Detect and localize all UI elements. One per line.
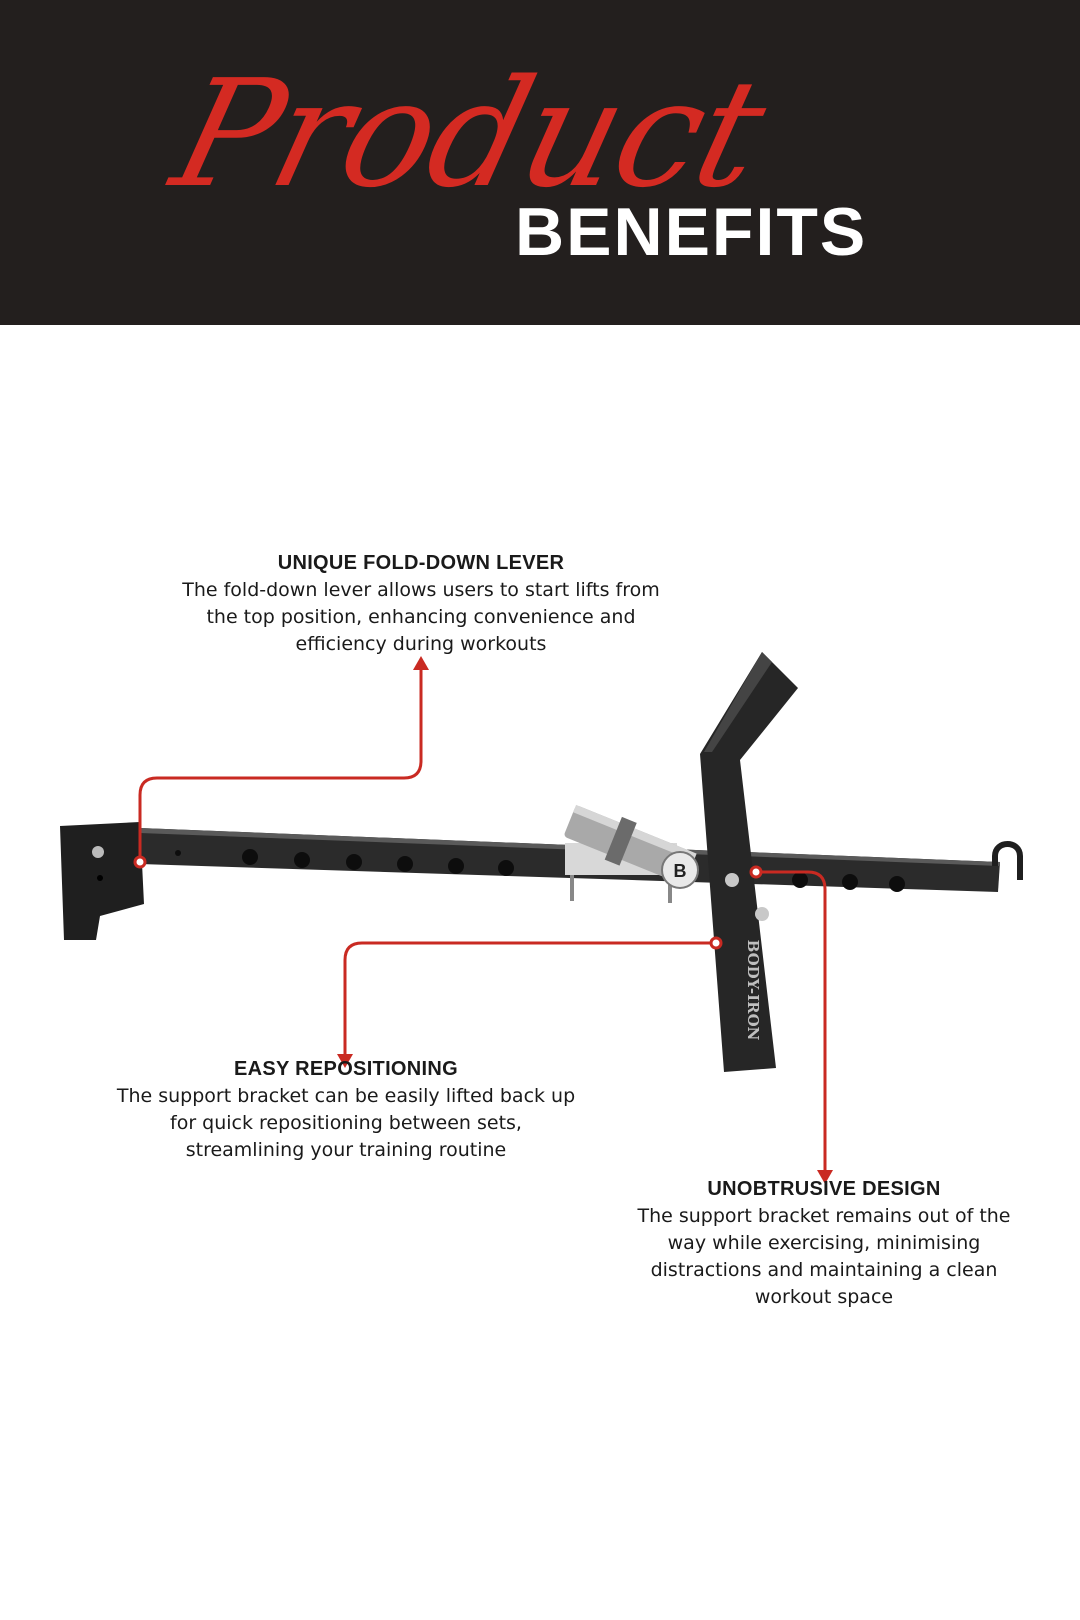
connector-repositioning	[345, 943, 716, 1060]
lever-bolt-bottom	[755, 907, 769, 921]
sleeve-badge: B	[673, 861, 687, 881]
left-end-plate	[60, 822, 144, 940]
callout-title: UNIQUE FOLD-DOWN LEVER	[277, 552, 565, 574]
callout-fold-down-lever	[176, 552, 666, 658]
header-bold-title: BENEFITS	[515, 194, 868, 270]
callout-description: The support bracket remains out of the way while exercising, minimising distractions and maintaining a clean workout space	[637, 1205, 1011, 1308]
callout-title: UNOBTRUSIVE DESIGN	[707, 1178, 941, 1200]
callout-description: The fold-down lever allows users to start lifts from the top position, enhancing convenience and efficiency during workouts	[182, 579, 660, 655]
brand-text: BODY-IRON	[744, 939, 762, 1041]
callout-title: EASY REPOSITIONING	[234, 1058, 458, 1080]
lever-bolt-top	[725, 873, 739, 887]
callout-description: The support bracket can be easily lifted back up for quick repositioning between sets, streamlining your training routine	[116, 1085, 576, 1161]
callout-unobtrusive-design	[632, 1178, 1016, 1311]
header-script-title: Product	[158, 48, 780, 220]
callout-easy-repositioning	[112, 1058, 580, 1164]
marker-fold-down	[135, 857, 145, 867]
bolt-stem-left	[570, 875, 574, 901]
marker-unobtrusive	[751, 867, 761, 877]
marker-repositioning	[711, 938, 721, 948]
left-hole	[97, 875, 103, 881]
left-bolt	[92, 846, 104, 858]
arrow-head-up	[413, 656, 429, 670]
